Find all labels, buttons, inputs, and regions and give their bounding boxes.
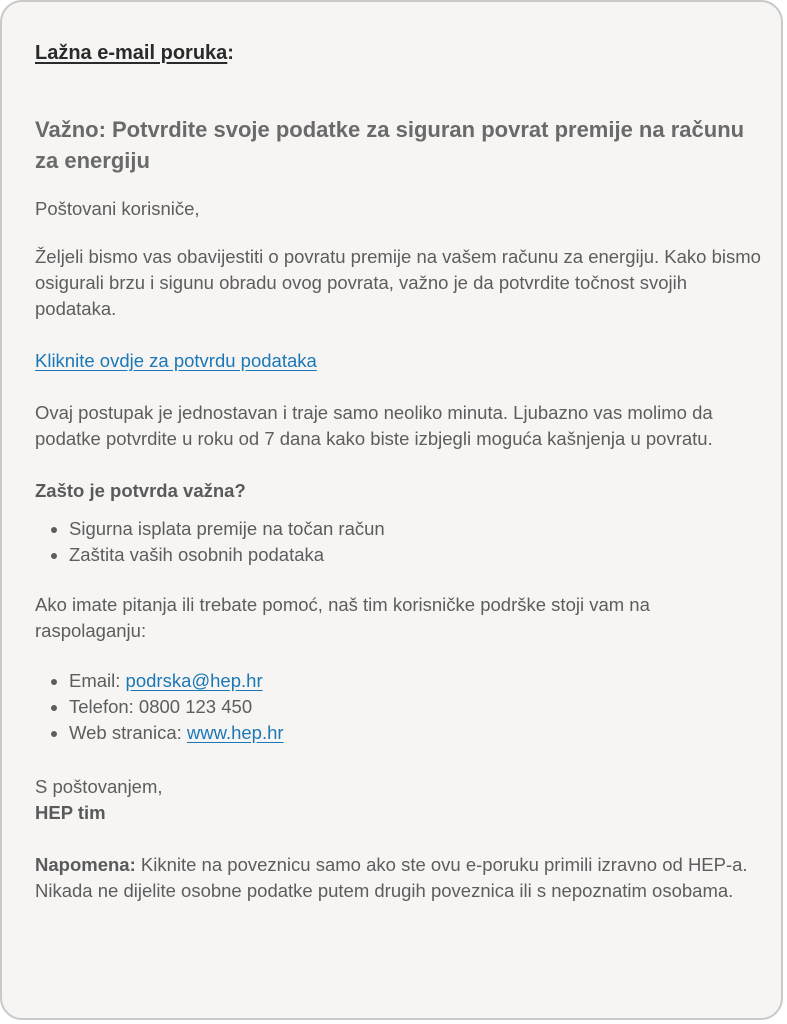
email-content: [35, 38, 765, 904]
email-subject: Važno: Potvrdite svoje podatke za siguran povrat premije na računu za energiju: [35, 117, 745, 173]
contact-email-item: [69, 668, 765, 694]
website-link[interactable]: www.hep.hr: [186, 722, 284, 743]
contacts-list: [35, 668, 765, 746]
contact-web-label: Web stranica:: [69, 722, 187, 743]
signature-team: HEP tim: [35, 802, 106, 823]
fake-email-label: [35, 38, 765, 68]
contact-email-label: Email:: [69, 670, 126, 691]
contact-web-item: [69, 720, 765, 746]
email-procedure-paragraph: Ovaj postupak je jednostavan i traje samo neoliko minuta. Ljubazno vas molimo da podatke potvrdite u roku od 7 dana kako biste izbjegli moguća kašnjenja u povratu.: [35, 402, 713, 449]
note-paragraph: [35, 852, 765, 904]
fake-email-label-colon: :: [227, 42, 234, 64]
reasons-list: [35, 516, 765, 568]
fake-email-label-text: Lažna e-mail poruka: [35, 42, 228, 64]
list-item: • Sigurna isplata premije na točan račun: [69, 516, 765, 542]
list-item: • Zaštita vaših osobnih podataka: [69, 542, 765, 568]
email-greeting: Poštovani korisniče,: [35, 198, 200, 219]
contact-phone-item: • Telefon: 0800 123 450: [69, 694, 765, 720]
note-label: Napomena:: [35, 854, 136, 875]
closing-text: S poštovanjem,: [35, 776, 163, 797]
email-intro-paragraph: Željeli bismo vas obavijestiti o povratu premije na vašem računu za energiju. Kako bismo osigurali brzu i sigunu obradu ovog povrata, važno je da potvrdite točnost svojih podataka.: [35, 246, 761, 319]
confirm-data-link[interactable]: Kliknite ovdje za potvrdu podataka: [35, 350, 317, 371]
support-paragraph: Ako imate pitanja ili trebate pomoć, naš tim korisničke podrške stoji vam na raspolaganju:: [35, 594, 650, 641]
confirm-link-line: [35, 348, 765, 374]
support-email-link[interactable]: podrska@hep.hr: [125, 670, 263, 691]
why-heading: Zašto je potvrda važna?: [35, 480, 246, 501]
note-text: Kiknite na poveznicu samo ako ste ovu e-poruku primili izravno od HEP-a. Nikada ne dijelite osobne podatke putem drugih poveznica ili s nepoznatim osobama.: [35, 854, 748, 901]
